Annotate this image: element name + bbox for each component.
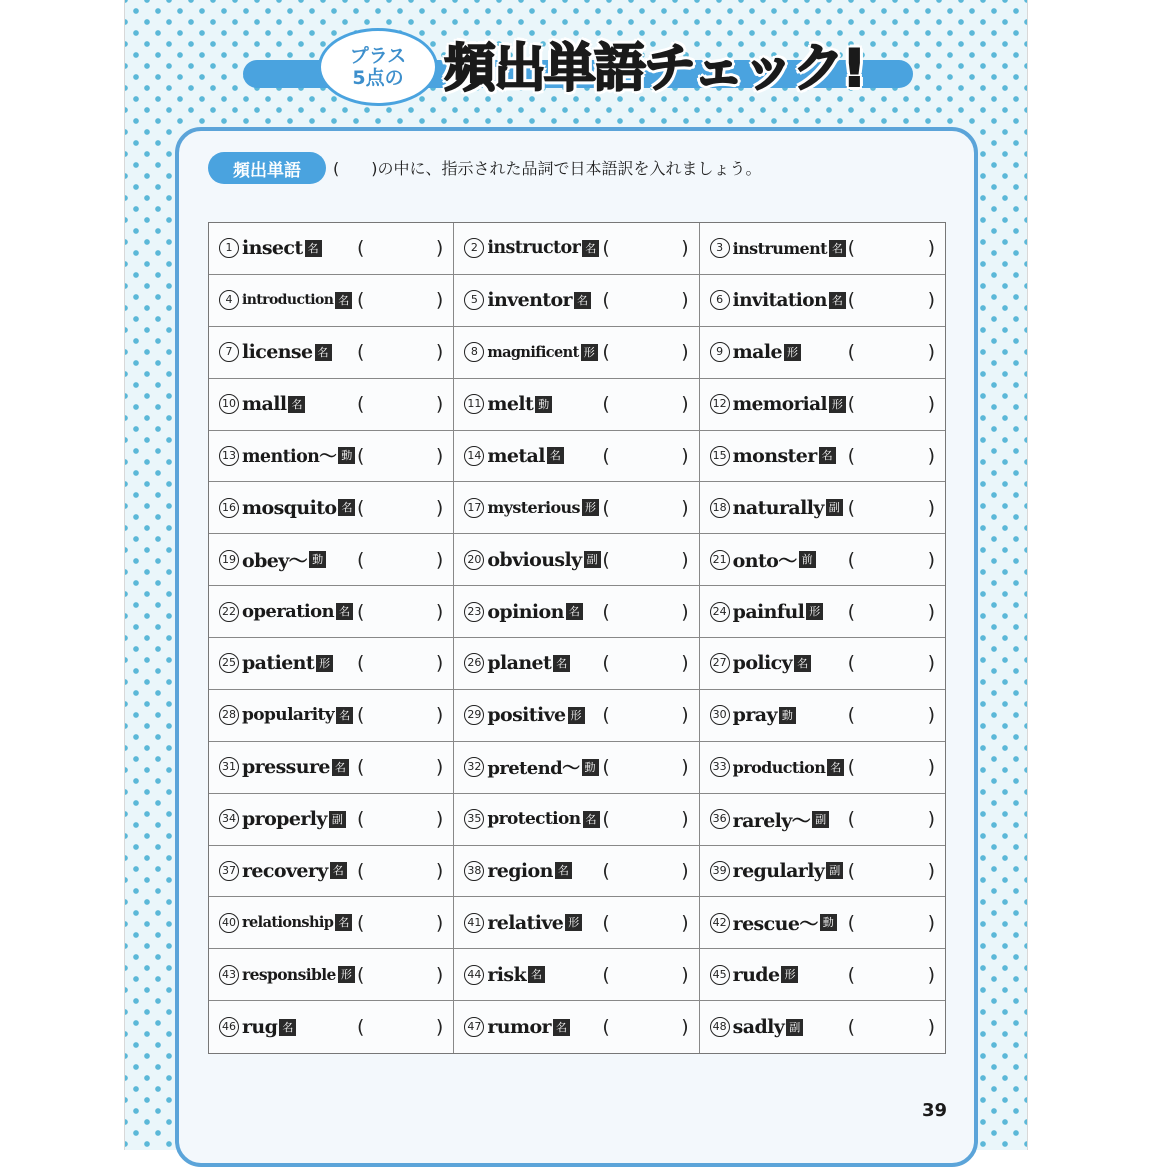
vocab-word: mosquito [242, 496, 337, 519]
answer-paren-close: ) [435, 600, 444, 623]
answer-paren-close: ) [927, 704, 935, 727]
item-number: 36 [710, 809, 730, 829]
answer-paren-close: ) [435, 548, 444, 571]
part-of-speech-badge: 名 [574, 292, 591, 309]
part-of-speech-badge: 名 [315, 344, 332, 361]
part-of-speech-badge: 名 [553, 655, 570, 672]
answer-paren-open: ( [847, 756, 856, 779]
answer-paren-close: ) [435, 496, 444, 519]
vocab-word: patient [242, 652, 315, 675]
vocab-word: planet [487, 652, 552, 675]
vocab-cell [700, 690, 945, 742]
item-number: 1 [219, 238, 239, 258]
vocab-word: metal [487, 444, 545, 467]
part-of-speech-badge: 前 [799, 551, 816, 568]
answer-paren-close: ) [927, 289, 935, 312]
part-of-speech-badge: 動 [582, 759, 599, 776]
vocab-word: sadly [732, 1016, 785, 1039]
vocab-word: region [487, 859, 553, 882]
vocab-cell [700, 275, 945, 327]
vocab-word: rumor [487, 1016, 551, 1039]
part-of-speech-badge: 形 [338, 966, 355, 983]
answer-paren-close: ) [927, 237, 935, 260]
item-number: 46 [219, 1017, 239, 1037]
answer-paren-open: ( [602, 963, 610, 986]
part-of-speech-badge: 名 [794, 655, 811, 672]
item-number: 40 [219, 913, 239, 933]
item-number: 16 [219, 498, 239, 518]
section-badge: 頻出単語 [208, 152, 326, 184]
part-of-speech-badge: 名 [330, 862, 347, 879]
answer-paren-open: ( [602, 704, 610, 727]
item-number: 48 [710, 1017, 730, 1037]
answer-paren-open: ( [847, 496, 856, 519]
vocab-cell [454, 586, 699, 638]
part-of-speech-badge: 名 [555, 862, 572, 879]
vocab-cell [454, 327, 699, 379]
vocab-word: production [732, 757, 826, 777]
item-number: 32 [464, 757, 484, 777]
bubble-line-1: プラス [349, 45, 407, 67]
vocab-cell [454, 275, 699, 327]
vocab-cell [454, 379, 699, 431]
item-number: 45 [710, 965, 730, 985]
answer-paren-close: ) [681, 808, 689, 831]
part-of-speech-badge: 名 [547, 447, 564, 464]
item-number: 5 [464, 290, 484, 310]
answer-paren-open: ( [602, 600, 610, 623]
answer-paren-close: ) [681, 652, 689, 675]
vocab-cell [209, 482, 454, 534]
item-number: 24 [710, 602, 730, 622]
item-number: 12 [710, 394, 730, 414]
vocab-word: invitation [732, 289, 827, 311]
vocab-word: rarely～ [732, 809, 811, 832]
vocab-word: insect [242, 237, 303, 260]
vocab-cell [454, 638, 699, 690]
page-title: 頻出単語チェック! [444, 39, 865, 99]
item-number: 20 [464, 550, 484, 570]
answer-paren-close: ) [927, 911, 935, 934]
answer-paren-close: ) [435, 652, 444, 675]
answer-paren-open: ( [602, 393, 610, 416]
answer-paren-close: ) [681, 911, 689, 934]
vocab-word: introduction [242, 292, 334, 309]
part-of-speech-badge: 形 [781, 966, 798, 983]
vocab-cell [454, 431, 699, 483]
vocab-word: positive [487, 704, 566, 727]
answer-paren-close: ) [681, 496, 689, 519]
item-number: 33 [710, 757, 730, 777]
answer-paren-close: ) [681, 963, 689, 986]
answer-paren-open: ( [602, 289, 610, 312]
part-of-speech-badge: 動 [535, 396, 552, 413]
item-number: 22 [219, 602, 239, 622]
vocab-cell [209, 690, 454, 742]
answer-paren-close: ) [435, 808, 444, 831]
vocab-cell [209, 586, 454, 638]
vocab-word: mention～ [242, 447, 337, 468]
part-of-speech-badge: 名 [336, 707, 353, 724]
answer-paren-close: ) [927, 963, 935, 986]
vocab-word: mall [242, 393, 287, 416]
item-number: 7 [219, 342, 239, 362]
item-number: 3 [710, 238, 730, 258]
vocab-word: inventor [487, 289, 572, 312]
answer-paren-open: ( [357, 600, 365, 623]
vocab-word: melt [487, 393, 534, 416]
answer-paren-close: ) [435, 289, 444, 312]
answer-paren-open: ( [602, 444, 610, 467]
part-of-speech-badge: 名 [338, 499, 355, 516]
answer-paren-open: ( [602, 237, 610, 260]
part-of-speech-badge: 形 [829, 396, 846, 413]
answer-paren-close: ) [681, 600, 689, 623]
answer-paren-open: ( [847, 1016, 856, 1039]
answer-paren-close: ) [927, 808, 935, 831]
vocab-cell [454, 223, 699, 275]
answer-paren-close: ) [435, 859, 444, 882]
part-of-speech-badge: 形 [565, 914, 582, 931]
part-of-speech-badge: 副 [329, 811, 346, 828]
answer-paren-close: ) [435, 237, 444, 260]
vocab-cell [209, 897, 454, 949]
vocab-cell [700, 897, 945, 949]
part-of-speech-badge: 副 [786, 1019, 803, 1036]
bubble-line-2: 5点の [352, 67, 404, 89]
answer-paren-close: ) [435, 341, 444, 364]
vocab-cell [700, 1001, 945, 1053]
answer-paren-open: ( [602, 808, 610, 831]
part-of-speech-badge: 名 [829, 292, 846, 309]
item-number: 29 [464, 705, 484, 725]
vocab-word: popularity [242, 705, 335, 726]
vocab-cell [209, 949, 454, 1001]
vocab-word: instrument [732, 238, 827, 258]
answer-paren-close: ) [927, 548, 935, 571]
part-of-speech-badge: 名 [829, 240, 846, 257]
answer-paren-open: ( [602, 548, 610, 571]
item-number: 11 [464, 394, 484, 414]
part-of-speech-badge: 名 [528, 966, 545, 983]
item-number: 34 [219, 809, 239, 829]
vocab-cell [454, 482, 699, 534]
answer-paren-close: ) [927, 756, 935, 779]
speech-bubble [318, 28, 438, 106]
part-of-speech-badge: 動 [309, 551, 326, 568]
answer-paren-open: ( [602, 652, 610, 675]
answer-paren-close: ) [435, 756, 444, 779]
part-of-speech-badge: 動 [779, 707, 796, 724]
item-number: 44 [464, 965, 484, 985]
answer-paren-open: ( [602, 859, 610, 882]
answer-paren-close: ) [927, 600, 935, 623]
answer-paren-close: ) [927, 444, 935, 467]
vocab-cell [700, 586, 945, 638]
answer-paren-open: ( [847, 600, 856, 623]
answer-paren-open: ( [847, 808, 856, 831]
item-number: 28 [219, 705, 239, 725]
part-of-speech-badge: 動 [338, 447, 355, 464]
vocab-word: properly [242, 808, 327, 831]
item-number: 2 [464, 238, 484, 258]
vocab-cell [700, 846, 945, 898]
answer-paren-open: ( [357, 496, 365, 519]
item-number: 6 [710, 290, 730, 310]
part-of-speech-badge: 名 [335, 292, 352, 309]
item-number: 17 [464, 498, 484, 518]
vocab-cell [454, 742, 699, 794]
vocab-word: risk [487, 963, 527, 986]
answer-paren-open: ( [357, 548, 365, 571]
item-number: 27 [710, 653, 730, 673]
part-of-speech-badge: 動 [820, 914, 837, 931]
vocab-word: regularly [732, 859, 825, 882]
answer-paren-open: ( [357, 444, 365, 467]
instruction-text: ( )の中に、指示された品詞で日本語訳を入れましょう。 [333, 159, 762, 178]
item-number: 30 [710, 705, 730, 725]
item-number: 43 [219, 965, 239, 985]
vocab-cell [700, 949, 945, 1001]
part-of-speech-badge: 名 [583, 811, 600, 828]
answer-paren-close: ) [927, 496, 935, 519]
item-number: 35 [464, 809, 484, 829]
vocab-cell [209, 742, 454, 794]
vocab-word: onto～ [732, 550, 797, 573]
vocab-word: license [242, 341, 313, 364]
answer-paren-close: ) [681, 393, 689, 416]
answer-paren-open: ( [357, 963, 365, 986]
answer-paren-close: ) [435, 444, 444, 467]
answer-paren-open: ( [847, 911, 856, 934]
vocab-cell [209, 379, 454, 431]
answer-paren-open: ( [357, 289, 365, 312]
vocab-word: mysterious [487, 498, 580, 518]
vocab-word: policy [732, 652, 793, 675]
vocab-word: rescue～ [732, 913, 818, 936]
vocab-word: opinion [487, 600, 564, 623]
answer-paren-close: ) [435, 911, 444, 934]
part-of-speech-badge: 名 [819, 447, 836, 464]
item-number: 47 [464, 1017, 484, 1037]
answer-paren-open: ( [602, 496, 610, 519]
answer-paren-close: ) [927, 341, 935, 364]
part-of-speech-badge: 名 [279, 1019, 296, 1036]
answer-paren-open: ( [357, 911, 365, 934]
item-number: 23 [464, 602, 484, 622]
answer-paren-open: ( [357, 652, 365, 675]
item-number: 8 [464, 342, 484, 362]
answer-paren-close: ) [681, 859, 689, 882]
part-of-speech-badge: 名 [335, 914, 352, 931]
answer-paren-open: ( [847, 859, 856, 882]
vocab-word: obviously [487, 548, 582, 571]
item-number: 15 [710, 446, 730, 466]
vocab-cell [209, 327, 454, 379]
part-of-speech-badge: 形 [582, 499, 599, 516]
answer-paren-close: ) [681, 548, 689, 571]
answer-paren-open: ( [602, 756, 610, 779]
item-number: 9 [710, 342, 730, 362]
vocab-cell [209, 638, 454, 690]
vocab-word: painful [732, 600, 805, 623]
part-of-speech-badge: 形 [806, 603, 823, 620]
answer-paren-close: ) [435, 963, 444, 986]
vocab-cell [700, 431, 945, 483]
vocab-word: naturally [732, 496, 824, 519]
answer-paren-close: ) [435, 704, 444, 727]
answer-paren-close: ) [681, 704, 689, 727]
answer-paren-open: ( [357, 237, 365, 260]
item-number: 13 [219, 446, 239, 466]
answer-paren-open: ( [602, 1016, 610, 1039]
answer-paren-open: ( [357, 704, 365, 727]
vocab-word: pressure [242, 756, 330, 779]
vocab-cell [700, 327, 945, 379]
answer-paren-close: ) [927, 652, 935, 675]
part-of-speech-badge: 形 [581, 344, 598, 361]
vocab-cell [454, 794, 699, 846]
answer-paren-close: ) [927, 1016, 935, 1039]
vocab-word: memorial [732, 393, 827, 415]
answer-paren-close: ) [681, 237, 689, 260]
vocab-word: magnificent [487, 343, 579, 361]
item-number: 26 [464, 653, 484, 673]
item-number: 38 [464, 861, 484, 881]
answer-paren-close: ) [681, 444, 689, 467]
vocab-cell [454, 1001, 699, 1053]
part-of-speech-badge: 名 [582, 240, 599, 257]
item-number: 25 [219, 653, 239, 673]
item-number: 41 [464, 913, 484, 933]
vocab-cell [209, 275, 454, 327]
vocab-word: operation [242, 601, 335, 623]
item-number: 10 [219, 394, 239, 414]
vocab-cell [700, 534, 945, 586]
vocab-word: responsible [242, 965, 336, 985]
speech-bubble-tail-inner [423, 70, 433, 78]
answer-paren-open: ( [847, 393, 856, 416]
answer-paren-open: ( [357, 393, 365, 416]
vocab-cell [209, 223, 454, 275]
answer-paren-open: ( [847, 341, 856, 364]
answer-paren-close: ) [681, 341, 689, 364]
vocab-word: obey～ [242, 550, 308, 573]
vocab-word: instructor [487, 238, 581, 259]
answer-paren-close: ) [681, 289, 689, 312]
answer-paren-open: ( [602, 911, 610, 934]
vocab-cell [209, 794, 454, 846]
answer-paren-open: ( [357, 859, 365, 882]
vocab-cell [454, 897, 699, 949]
vocabulary-table [208, 222, 946, 1054]
vocab-cell [209, 846, 454, 898]
part-of-speech-badge: 形 [568, 707, 585, 724]
part-of-speech-badge: 名 [336, 603, 353, 620]
vocab-cell [454, 949, 699, 1001]
part-of-speech-badge: 名 [332, 759, 349, 776]
item-number: 42 [710, 913, 730, 933]
vocab-word: rug [242, 1016, 278, 1039]
item-number: 21 [710, 550, 730, 570]
part-of-speech-badge: 名 [827, 759, 844, 776]
answer-paren-open: ( [357, 1016, 365, 1039]
item-number: 37 [219, 861, 239, 881]
answer-paren-open: ( [357, 808, 365, 831]
part-of-speech-badge: 名 [305, 240, 322, 257]
item-number: 31 [219, 757, 239, 777]
answer-paren-open: ( [847, 652, 856, 675]
answer-paren-open: ( [847, 289, 856, 312]
item-number: 39 [710, 861, 730, 881]
item-number: 14 [464, 446, 484, 466]
vocab-cell [700, 379, 945, 431]
vocab-cell [700, 794, 945, 846]
part-of-speech-badge: 形 [784, 344, 801, 361]
vocab-word: male [732, 341, 782, 364]
vocab-word: pray [732, 704, 777, 727]
answer-paren-close: ) [435, 1016, 444, 1039]
part-of-speech-badge: 副 [826, 499, 843, 516]
vocab-word: pretend～ [487, 758, 580, 780]
vocab-word: rude [732, 963, 780, 986]
answer-paren-close: ) [927, 393, 935, 416]
part-of-speech-badge: 名 [566, 603, 583, 620]
part-of-speech-badge: 副 [584, 551, 601, 568]
vocab-cell [209, 1001, 454, 1053]
part-of-speech-badge: 名 [553, 1019, 570, 1036]
page-number: 39 [922, 1100, 948, 1121]
answer-paren-open: ( [847, 237, 856, 260]
vocab-word: monster [732, 444, 817, 467]
vocab-word: relative [487, 911, 564, 934]
item-number: 19 [219, 550, 239, 570]
item-number: 18 [710, 498, 730, 518]
vocab-cell [700, 482, 945, 534]
answer-paren-close: ) [681, 1016, 689, 1039]
answer-paren-open: ( [847, 444, 856, 467]
vocab-cell [700, 223, 945, 275]
answer-paren-open: ( [847, 963, 856, 986]
part-of-speech-badge: 副 [812, 811, 829, 828]
vocab-cell [454, 846, 699, 898]
vocab-word: relationship [242, 914, 334, 932]
answer-paren-open: ( [847, 704, 856, 727]
vocab-cell [209, 431, 454, 483]
answer-paren-open: ( [357, 341, 365, 364]
vocab-cell [700, 638, 945, 690]
answer-paren-close: ) [681, 756, 689, 779]
vocab-word: recovery [242, 859, 328, 882]
part-of-speech-badge: 副 [826, 862, 843, 879]
item-number: 4 [219, 290, 239, 310]
part-of-speech-badge: 名 [288, 396, 305, 413]
part-of-speech-badge: 形 [316, 655, 333, 672]
answer-paren-close: ) [927, 859, 935, 882]
answer-paren-open: ( [357, 756, 365, 779]
vocab-cell [209, 534, 454, 586]
vocab-word: protection [487, 809, 581, 830]
answer-paren-open: ( [602, 341, 610, 364]
vocab-cell [454, 534, 699, 586]
vocab-cell [454, 690, 699, 742]
answer-paren-close: ) [435, 393, 444, 416]
vocab-cell [700, 742, 945, 794]
answer-paren-open: ( [847, 548, 856, 571]
